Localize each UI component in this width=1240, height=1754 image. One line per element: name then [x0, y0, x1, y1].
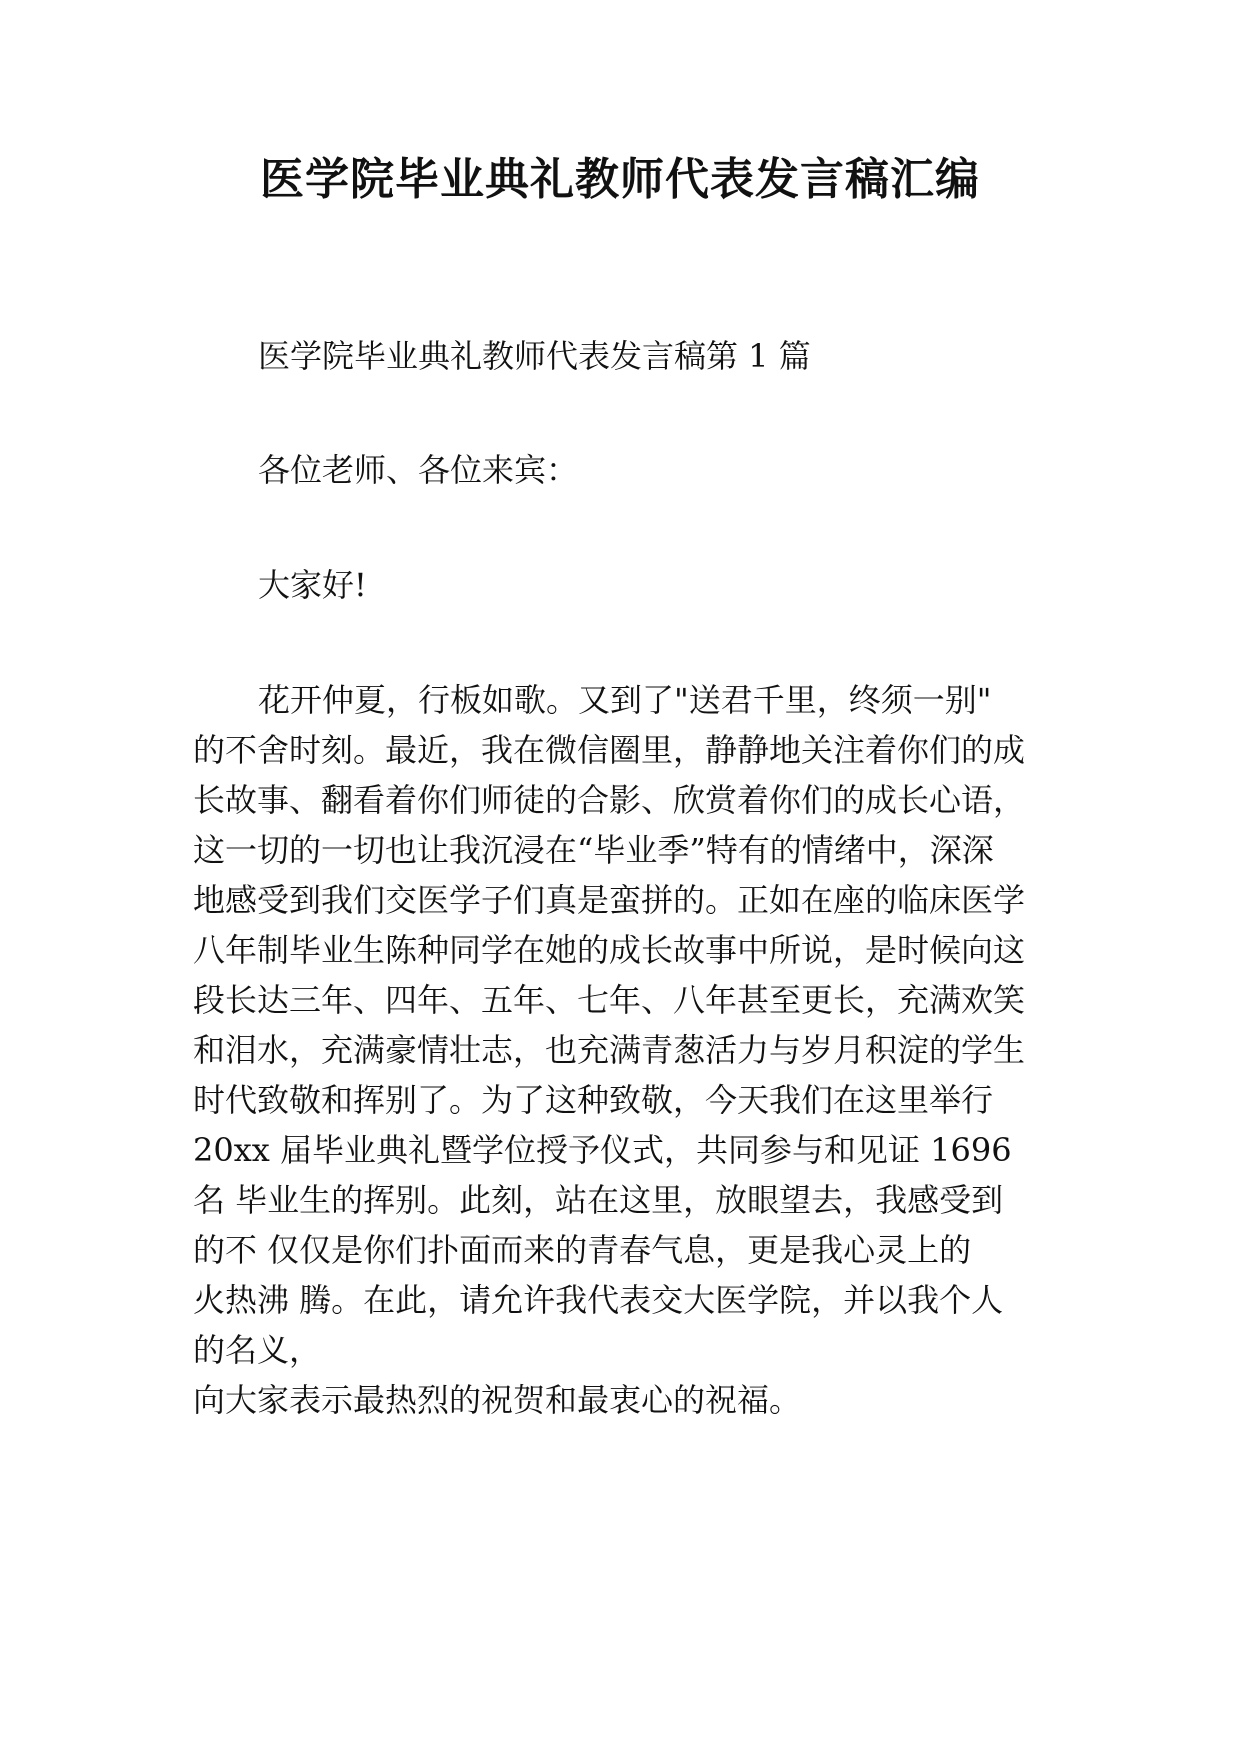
- paragraph-line: 长故事、翻看着你们师徒的合影、欣赏着你们的成长心语，: [193, 781, 1026, 819]
- paragraph-line: 和泪水，充满豪情壮志，也充满青葱活力与岁月积淀的学生: [193, 1031, 1026, 1069]
- paragraph-line: 地感受到我们交医学子们真是蛮拼的。正如在座的临床医学: [193, 881, 1026, 919]
- paragraph-line: 的不舍时刻。最近，我在微信圈里，静静地关注着你们的成: [193, 731, 1026, 769]
- paragraph-line: 向大家表示最热烈的祝贺和最衷心的祝福。: [193, 1381, 802, 1419]
- paragraph-line: 段长达三年、四年、五年、七年、八年甚至更长，充满欢笑: [193, 981, 1026, 1019]
- salutation: 各位老师、各位来宾：: [258, 451, 579, 489]
- paragraph-line: 的名义，: [193, 1331, 322, 1369]
- paragraph-line: 时代致敬和挥别了。为了这种致敬，今天我们在这里举行: [193, 1081, 994, 1119]
- paragraph-line: 的不 仅仅是你们扑面而来的青春气息，更是我心灵上的: [193, 1231, 972, 1269]
- paragraph-line: 花开仲夏，行板如歌。又到了"送君千里，终须一别": [258, 681, 992, 719]
- paragraph-line: 八年制毕业生陈种同学在她的成长故事中所说，是时候向这: [193, 931, 1026, 969]
- greeting: 大家好!: [258, 566, 367, 604]
- paragraph-line: 20xx 届毕业典礼暨学位授予仪式，共同参与和见证 1696: [193, 1131, 1012, 1169]
- document-title: 医学院毕业典礼教师代表发言稿汇编: [260, 154, 980, 205]
- paragraph-line: 名 毕业生的挥别。此刻，站在这里，放眼望去，我感受到: [193, 1181, 1004, 1219]
- paragraph-line: 火热沸 腾。在此，请允许我代表交大医学院，并以我个人: [193, 1281, 1004, 1319]
- paragraph-line: 这一切的一切也让我沉浸在“毕业季”特有的情绪中，深深: [193, 831, 994, 869]
- section-heading: 医学院毕业典礼教师代表发言稿第 1 篇: [258, 337, 811, 375]
